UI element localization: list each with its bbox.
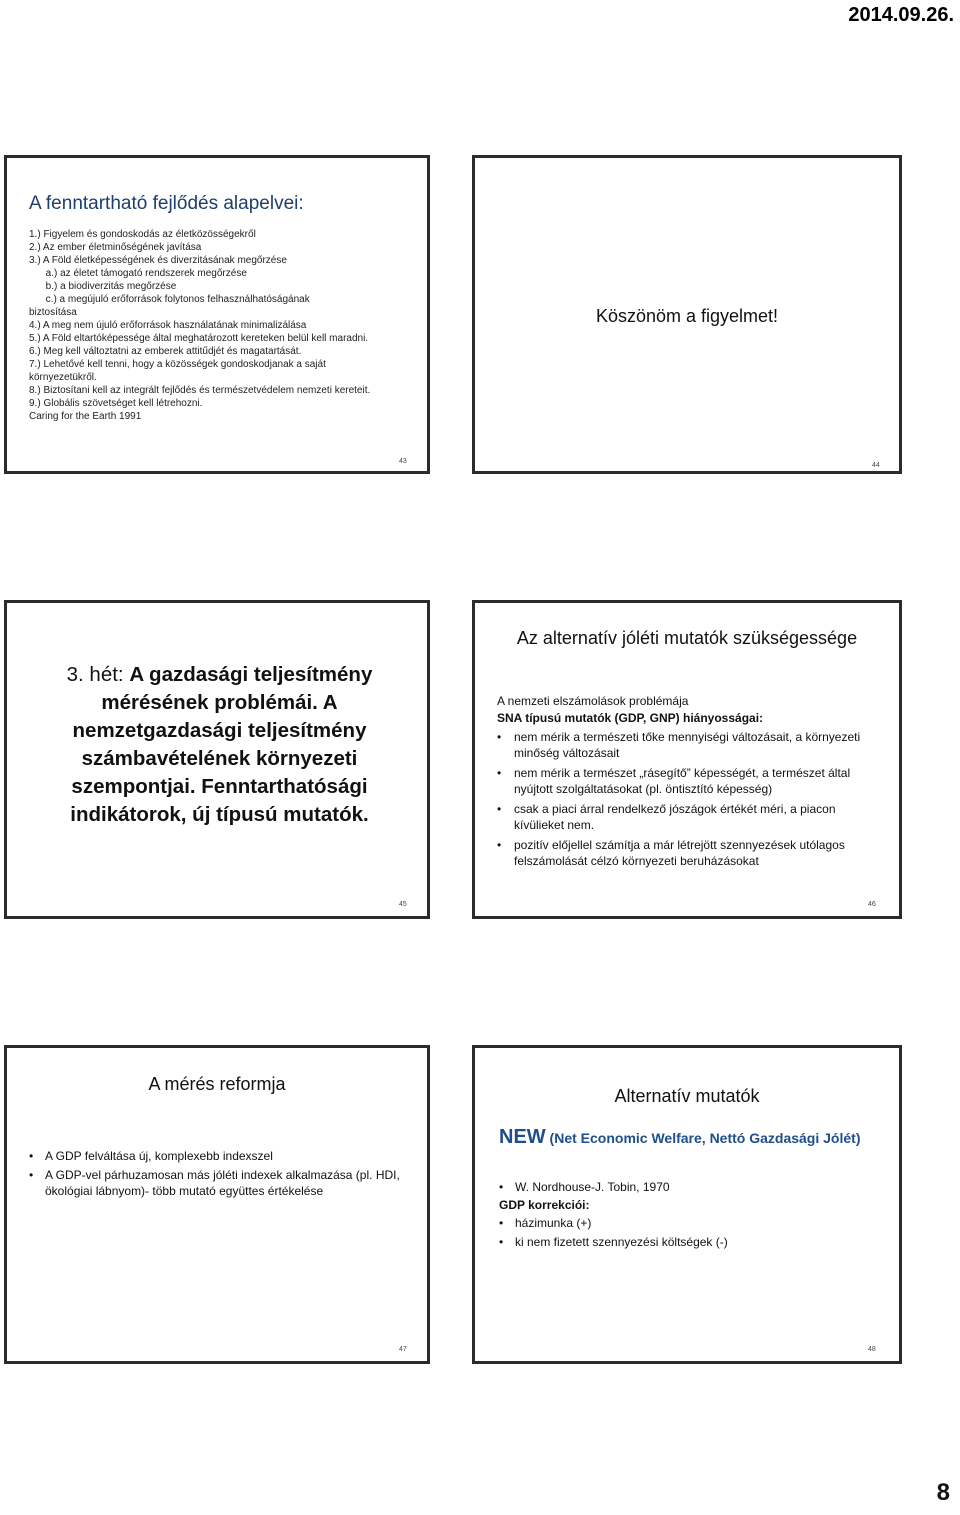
corrections-label: GDP korrekciói:: [499, 1198, 590, 1212]
list-item: b.) a biodiverzitás megőrzése: [29, 281, 177, 292]
reform-list: [29, 1148, 409, 1202]
list-item: 7.) Lehetővé kell tenni, hogy a közösségek gondoskodjanak a saját: [29, 359, 326, 370]
slide-48: [472, 1045, 902, 1364]
slide-46: [472, 600, 902, 919]
principles-list: [29, 228, 424, 423]
slide-43: [4, 155, 430, 474]
list-item: a.) az életet támogató rendszerek megőrzése: [29, 268, 247, 279]
new-expansion: (Net Economic Welfare, Nettó Gazdasági Jólét): [545, 1130, 861, 1146]
slide-title: Alternatív mutatók: [614, 1086, 760, 1106]
slide-title: [47, 661, 392, 829]
list-item: 3.) A Föld életképességének és diverzitásának megőrzése: [29, 255, 287, 266]
page-number: 8: [936, 1479, 950, 1506]
slide-title: A mérés reformja: [148, 1074, 286, 1094]
new-heading: [499, 1126, 860, 1149]
slide-number: 44: [872, 462, 880, 469]
list-item: 1.) Figyelem és gondoskodás az életközösségekről: [29, 229, 256, 240]
list-item: 4.) A meg nem újuló erőforrások használatának minimalizálása: [29, 320, 307, 331]
list-item: • nem mérik a természeti tőke mennyiségi változásait, a környezeti minőség változásait: [497, 729, 882, 761]
slide-title: A fenntartható fejlődés alapelvei:: [29, 193, 304, 214]
title-bold: A gazdasági teljesítmény mérésének problémái. A nemzetgazdasági teljesítmény számbavételének környezeti szempontjai. Fenntarthatósági indikátorok, új típusú mutatók.: [70, 663, 373, 826]
title-lead: 3. hét:: [66, 663, 130, 686]
slide-number: 47: [399, 1346, 407, 1353]
slide-47: [4, 1045, 430, 1364]
header-date: 2014.09.26.: [848, 4, 954, 26]
authors-list: [499, 1179, 879, 1198]
list-item: • ki nem fizetett szennyezési költségek (-): [499, 1234, 879, 1250]
slide-title: Az alternatív jóléti mutatók szükségessége: [516, 628, 858, 648]
list-item: 6.) Meg kell változtatni az emberek attitűdjét és magatartását.: [29, 346, 302, 357]
list-item: • nem mérik a természet „rásegítő” képességét, a természet által nyújtott szolgáltatásokat (pl. öntisztító képesség): [497, 765, 882, 797]
list-item: • pozitív előjellel számítja a már létrejött szennyezések utólagos felszámolását célzó környezeti beruházásokat: [497, 837, 882, 869]
slide-number: 45: [399, 901, 407, 908]
list-item: • A GDP-vel párhuzamosan más jóléti indexek alkalmazása (pl. HDI, ökológiai lábnyom)- több mutató együttes értékelése: [29, 1167, 409, 1199]
list-item: 2.) Az ember életminőségének javítása: [29, 242, 202, 253]
list-item: • A GDP felváltása új, komplexebb indexszel: [29, 1148, 409, 1164]
list-item: környezetükről.: [29, 372, 97, 383]
slide-44: [472, 155, 902, 474]
list-item: biztosítása: [29, 307, 77, 318]
list-item: 9.) Globális szövetséget kell létrehozni.: [29, 398, 203, 409]
list-item: 5.) A Föld eltartóképessége által meghatározott kereteken belül kell maradni.: [29, 333, 369, 344]
sna-heading: SNA típusú mutatók (GDP, GNP) hiányosságai:: [497, 711, 764, 725]
list-item: 8.) Biztosítani kell az integrált fejlődés és természetvédelem nemzeti kereteit.: [29, 385, 371, 396]
new-acronym: NEW: [499, 1126, 546, 1148]
list-item: c.) a megújuló erőforrások folytonos felhasználhatóságának: [29, 294, 310, 305]
slide-45: [4, 600, 430, 919]
corrections-list: [499, 1215, 879, 1253]
shortcomings-list: [497, 729, 882, 873]
slide-number: 46: [868, 901, 876, 908]
list-item: • csak a piaci árral rendelkező jószágok értékét méri, a piacon kívülieket nem.: [497, 801, 882, 833]
slide-number: 48: [868, 1346, 876, 1353]
list-item: Caring for the Earth 1991: [29, 411, 142, 422]
list-item: • házimunka (+): [499, 1215, 879, 1231]
intro-text: A nemzeti elszámolások problémája: [497, 694, 689, 708]
list-item: • W. Nordhouse-J. Tobin, 1970: [499, 1179, 879, 1195]
slide-title: Köszönöm a figyelmet!: [595, 306, 779, 326]
slide-number: 43: [399, 458, 407, 465]
